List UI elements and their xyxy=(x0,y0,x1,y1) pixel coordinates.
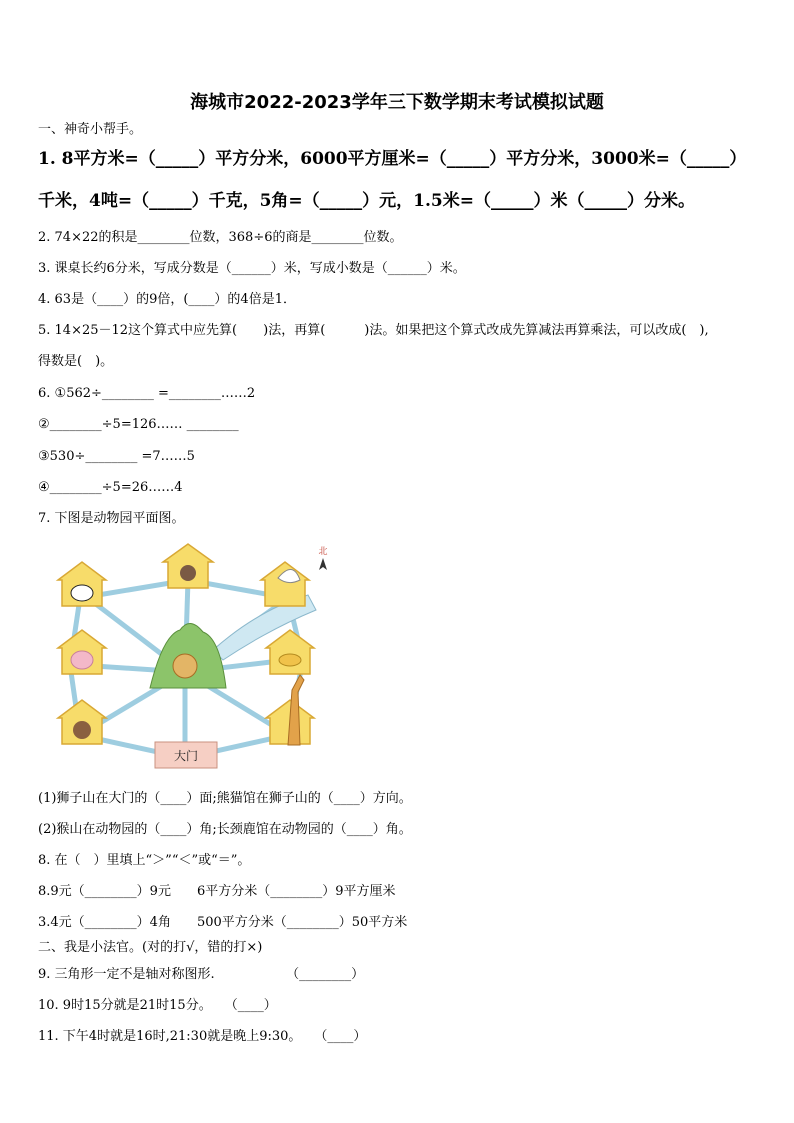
elephant-icon xyxy=(71,651,93,669)
question-7-part-2: (2)猴山在动物园的（____）角;长颈鹿馆在动物园的（____）角。 xyxy=(38,822,412,837)
fish-icon xyxy=(279,654,301,666)
section-heading-2: 二、我是小法官。(对的打√，错的打×) xyxy=(38,940,263,955)
question-5-line-2: 得数是( )。 xyxy=(38,354,114,369)
question-10: 10. 9时15分就是21时15分。 （____） xyxy=(38,998,277,1013)
monkey-2-icon xyxy=(73,721,91,739)
monkey-icon xyxy=(180,565,196,581)
question-6-part-3: ③530÷________ =7……5 xyxy=(38,449,195,464)
question-4: 4. 63是（____）的9倍，(____）的4倍是1． xyxy=(38,292,296,307)
panda-icon xyxy=(71,585,93,601)
lion-icon xyxy=(173,654,197,678)
page-title: 海城市2022-2023学年三下数学期末考试模拟试题 xyxy=(190,92,604,113)
question-6-part-2: ②________÷5=126…… ________ xyxy=(38,417,239,432)
question-11: 11. 下午4时就是16时,21:30就是晚上9:30。 （____） xyxy=(38,1029,367,1044)
question-1-line-2: 千米，4吨=（_____）千克，5角=（_____）元，1.5米=（_____）米（_____）分米。 xyxy=(38,191,695,211)
zoo-plan-figure xyxy=(48,540,338,780)
question-8: 8. 在（ ）里填上“＞”“＜”或“＝”。 xyxy=(38,853,251,868)
question-3: 3. 课桌长约6分米，写成分数是（______）米，写成小数是（______）米。 xyxy=(38,261,466,276)
fish-house-icon xyxy=(266,630,314,674)
north-arrow-icon xyxy=(319,558,327,570)
question-1-line-1: 1. 8平方米=（_____）平方分米，6000平方厘米=（_____）平方分米，3000米=（_____） xyxy=(38,149,747,169)
question-6-part-4: ④________÷5=26……4 xyxy=(38,480,183,495)
gate-label: 大门 xyxy=(173,749,199,763)
question-2: 2. 74×22的积是________位数，368÷6的商是________位数。 xyxy=(38,230,403,245)
bird-house-icon xyxy=(261,562,309,606)
north-label: 北 xyxy=(318,547,328,557)
question-6-part-1: 6. ①562÷________ =________……2 xyxy=(38,386,256,401)
zoo-plan-svg xyxy=(48,540,338,780)
question-7: 7. 下图是动物园平面图。 xyxy=(38,511,185,526)
section-heading-1: 一、神奇小帮手。 xyxy=(38,122,143,137)
question-8-row-1: 8.9元（________）9元 6平方分米（________）9平方厘米 xyxy=(38,884,396,899)
question-7-part-1: (1)狮子山在大门的（____）面;熊猫馆在狮子山的（____）方向。 xyxy=(38,791,412,806)
question-5-line-1: 5. 14×25－12这个算式中应先算( )法，再算( )法。如果把这个算式改成先算减法再算乘法，可以改成( ), xyxy=(38,323,709,338)
question-8-row-2: 3.4元（________）4角 500平方分米（________）50平方米 xyxy=(38,915,408,930)
question-9: 9. 三角形一定不是轴对称图形. （________） xyxy=(38,967,365,982)
